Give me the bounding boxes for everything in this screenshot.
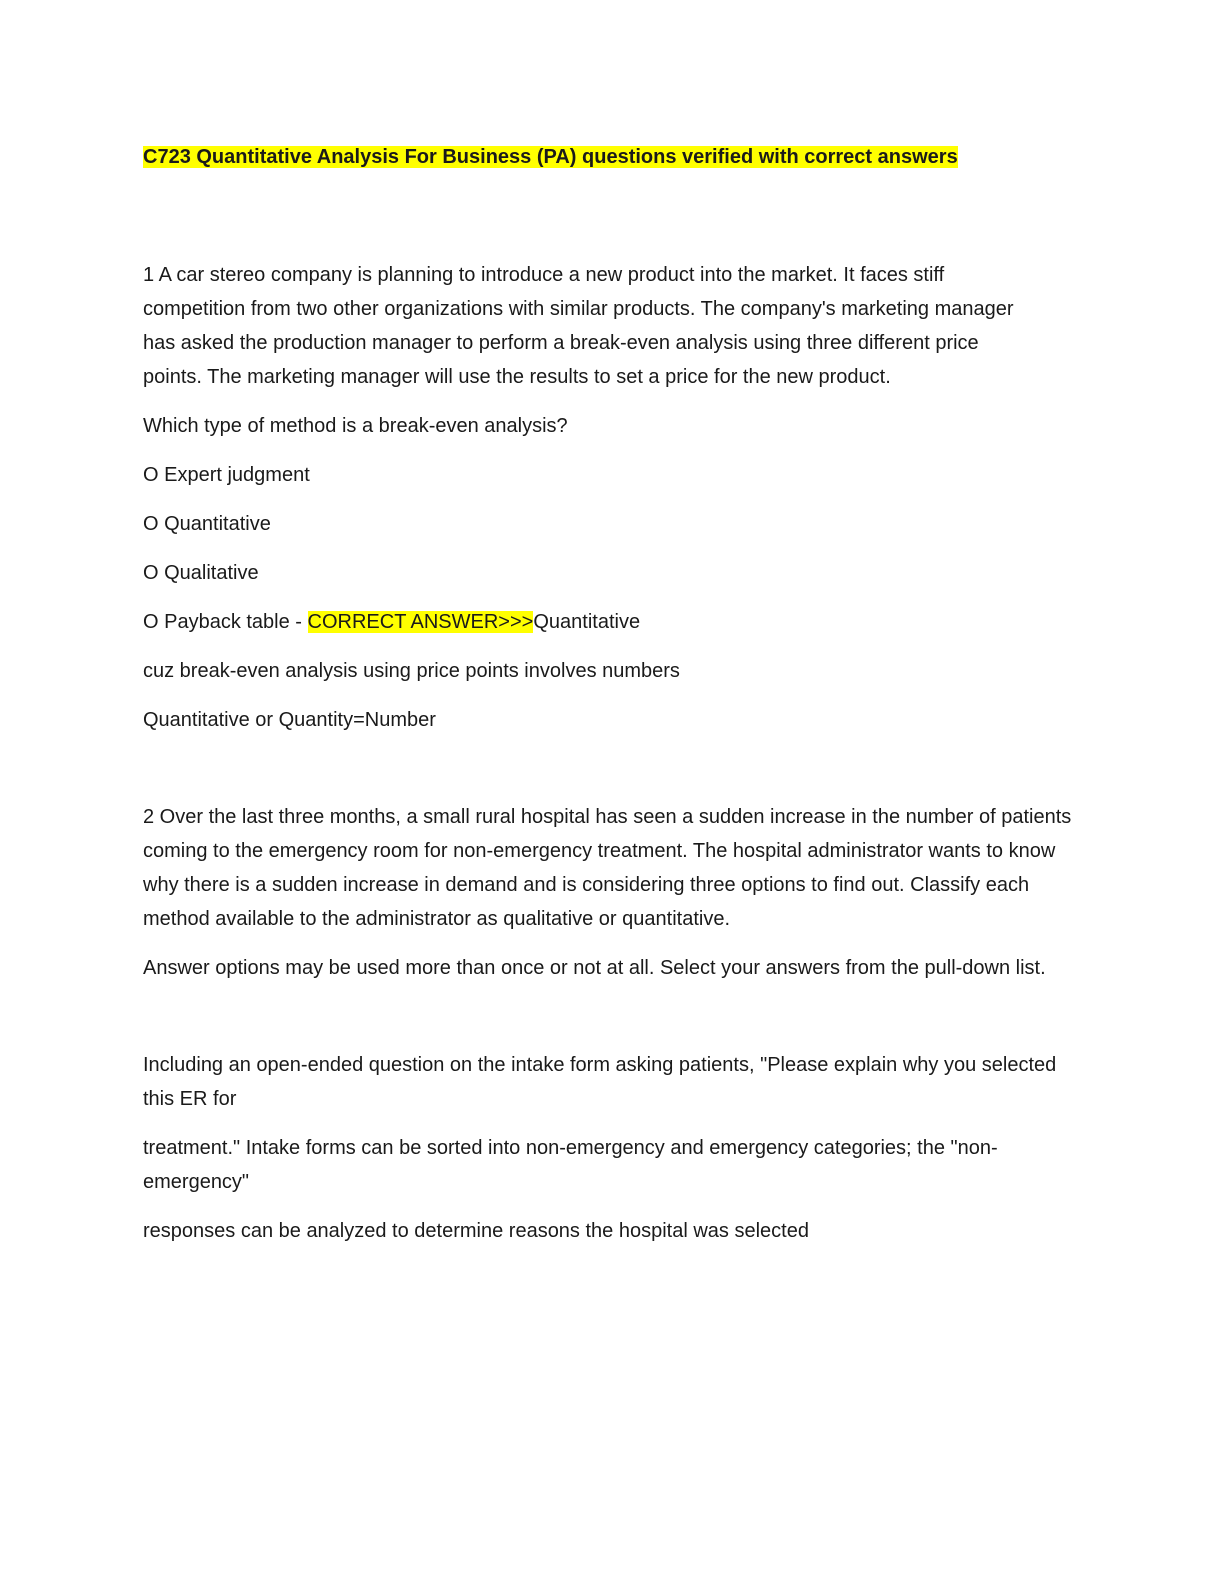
question-2-stem: 2 Over the last three months, a small rural hospital has seen a sudden increase in the number of patients coming to the emergency room for non-emergency treatment. The hospital administrator wants to know why there is a sudden increase in demand and is considering three options to find out. Classify each method available to the administrator as qualitative or quantitative. <box>143 806 1072 930</box>
document-page <box>143 140 1083 1248</box>
question-1-prompt: Which type of method is a break-even analysis? <box>143 415 568 437</box>
question-2 <box>143 800 1083 1248</box>
question-1-option-1: O Expert judgment <box>143 464 310 486</box>
question-1-option-3: O Qualitative <box>143 562 259 584</box>
question-2-item-line-2: treatment." Intake forms can be sorted into non-emergency and emergency categories; the "non-emergency" <box>143 1137 998 1193</box>
question-1-stem: 1 A car stereo company is planning to introduce a new product into the market. It faces stiff competition from two other organizations with similar products. The company's marketing manager has asked the production manager to perform a break-even analysis using three different price points. The marketing manager will use the results to set a price for the new product. <box>143 264 1014 388</box>
question-1-option-4 <box>143 605 1083 639</box>
question-1-option-2: O Quantitative <box>143 513 271 535</box>
title-highlight: C723 Quantitative Analysis For Business (PA) questions verified with correct answers <box>143 146 958 168</box>
question-2-item-line-1: Including an open-ended question on the intake form asking patients, "Please explain why you selected this ER for <box>143 1054 1057 1110</box>
correct-answer: Quantitative <box>533 611 641 633</box>
question-2-item-line-3: responses can be analyzed to determine reasons the hospital was selected <box>143 1220 809 1242</box>
question-1 <box>143 258 1083 737</box>
question-2-instructions: Answer options may be used more than once or not at all. Select your answers from the pull-down list. <box>143 957 1046 979</box>
document-title <box>143 140 1083 174</box>
question-1-explanation-1: cuz break-even analysis using price points involves numbers <box>143 660 680 682</box>
correct-answer-marker: CORRECT ANSWER>>> <box>307 611 534 633</box>
question-1-option-4-label: O Payback table - <box>143 611 308 633</box>
question-1-explanation-2: Quantitative or Quantity=Number <box>143 709 436 731</box>
